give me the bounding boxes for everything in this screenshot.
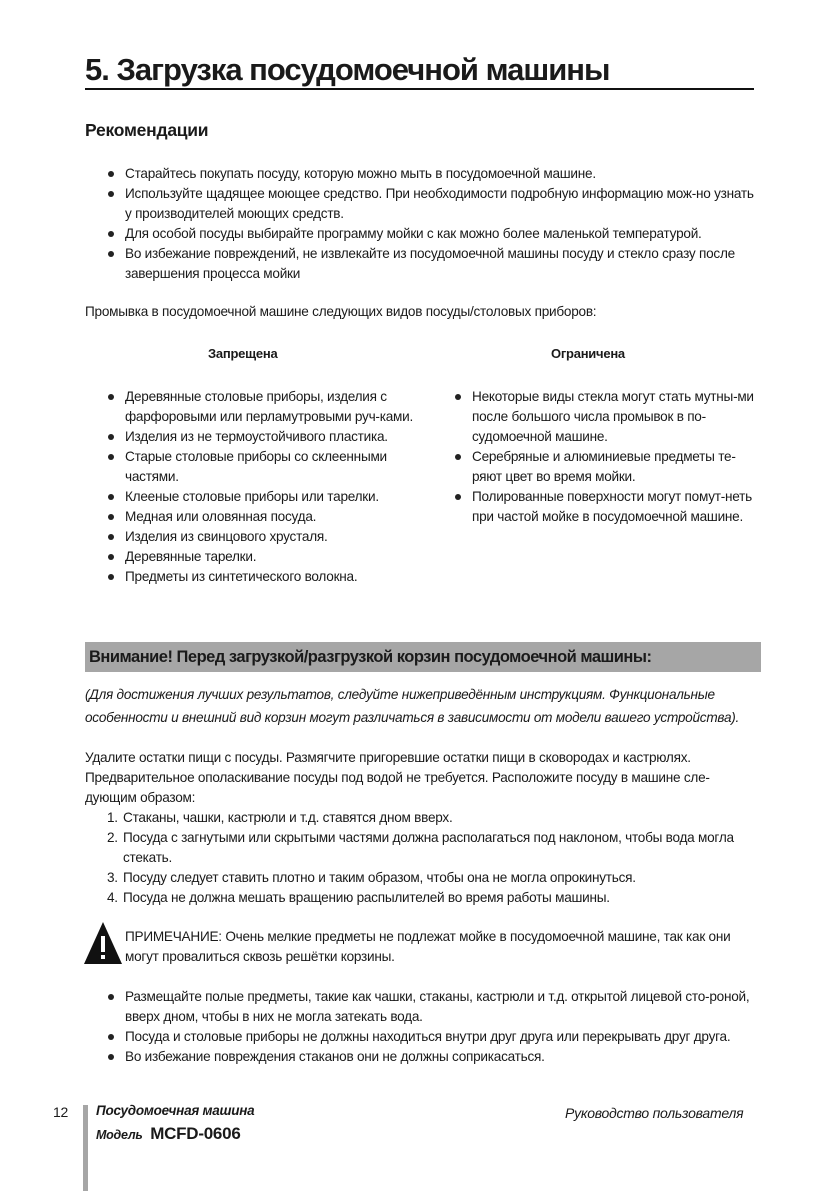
page-title: 5. Загрузка посудомоечной машины (85, 52, 754, 90)
note-text: ПРИМЕЧАНИЕ: Очень мелкие предметы не подлежат мойке в посудомоечной машине, так как они могут провалиться сквозь решётки корзины. (125, 929, 731, 964)
step-text: Стаканы, чашки, кастрюли и т.д. ставятся дном вверх. (123, 810, 453, 825)
forbidden-heading: Запрещена (208, 346, 278, 361)
list-item: Старайтесь покупать посуду, которую можно мыть в посудомоечной машине. (103, 164, 755, 184)
list-item: Для особой посуды выбирайте программу мойки с как можно более маленькой температурой. (103, 224, 755, 244)
list-item: Во избежание повреждений, не извлекайте из посудомоечной машины посуду и стекло сразу после завершения процесса мойки (103, 244, 755, 284)
page-number: 12 (53, 1104, 69, 1120)
step-text: Посуду следует ставить плотно и таким образом, чтобы она не могла опрокинуться. (123, 870, 636, 885)
forbidden-list (103, 387, 423, 587)
footer-model (96, 1124, 241, 1144)
list-item: Деревянные тарелки. (103, 547, 423, 567)
list-item: Деревянные столовые приборы, изделия с фарфоровыми или перламутровыми руч-ками. (103, 387, 423, 427)
limited-list (450, 387, 755, 527)
step-item (85, 888, 757, 908)
attention-banner: Внимание! Перед загрузкой/разгрузкой корзин посудомоечной машины: (85, 642, 761, 672)
model-number: MCFD-0606 (150, 1124, 241, 1143)
limited-heading: Ограничена (551, 346, 625, 361)
italic-note: (Для достижения лучших результатов, следуйте нижеприведённым инструкциям. Функциональные особенности и внешний вид корзин могут различаться в зависимости от модели вашего устройства). (85, 687, 740, 725)
step-number: 3. (107, 870, 118, 885)
step-text: Посуда не должна мешать вращению распылителей во время работы машины. (123, 890, 610, 905)
footer-product: Посудомоечная машина (96, 1103, 255, 1118)
step-item (85, 828, 757, 868)
recommendations-list (103, 164, 755, 284)
step-text: Посуда с загнутыми или скрытыми частями должна располагаться под наклоном, чтобы вода могла стекать. (123, 830, 734, 865)
step-number: 1. (107, 810, 118, 825)
list-item: Изделия из не термоустойчивого пластика. (103, 427, 423, 447)
list-item: Некоторые виды стекла могут стать мутны-ми после большого числа промывок в по-судомоечной машине. (450, 387, 755, 447)
list-item: Полированные поверхности могут помут-неть при частой мойке в посудомоечной машине. (450, 487, 755, 527)
list-item: Изделия из свинцового хрусталя. (103, 527, 423, 547)
list-item: Клееные столовые приборы или тарелки. (103, 487, 423, 507)
footer-divider (83, 1105, 88, 1191)
warning-icon (83, 920, 123, 966)
step-number: 4. (107, 890, 118, 905)
instructions (85, 748, 757, 908)
loading-tips-list (103, 987, 758, 1067)
instructions-paragraph: Удалите остатки пищи с посуды. Размягчите пригоревшие остатки пищи в сковородах и кастрюлях. Предварительное ополаскивание посуды под водой не требуется. Расположите посуду в машине сле-дующим образом: (85, 750, 710, 805)
list-item: Используйте щадящее моющее средство. При необходимости подробную информацию мож-но узнать у производителей моющих средств. (103, 184, 755, 224)
model-label: Модель (96, 1128, 143, 1142)
intro-text: Промывка в посудомоечной машине следующих видов посуды/столовых приборов: (85, 304, 597, 319)
list-item: Предметы из синтетического волокна. (103, 567, 423, 587)
step-number: 2. (107, 830, 118, 845)
list-item: Серебряные и алюминиевые предметы те-ряют цвет во время мойки. (450, 447, 755, 487)
list-item: Посуда и столовые приборы не должны находиться внутри друг друга или перекрывать друг друга. (103, 1027, 758, 1047)
footer-manual: Руководство пользователя (565, 1105, 744, 1121)
list-item: Во избежание повреждения стаканов они не должны соприкасаться. (103, 1047, 758, 1067)
list-item: Старые столовые приборы со склеенными частями. (103, 447, 423, 487)
steps-list (85, 808, 757, 908)
list-item: Размещайте полые предметы, такие как чашки, стаканы, кастрюли и т.д. открытой лицевой сто-роной, вверх дном, чтобы в них не могла затекать вода. (103, 987, 758, 1027)
step-item (85, 868, 757, 888)
step-item (85, 808, 757, 828)
list-item: Медная или оловянная посуда. (103, 507, 423, 527)
recommendations-heading: Рекомендации (85, 120, 209, 140)
